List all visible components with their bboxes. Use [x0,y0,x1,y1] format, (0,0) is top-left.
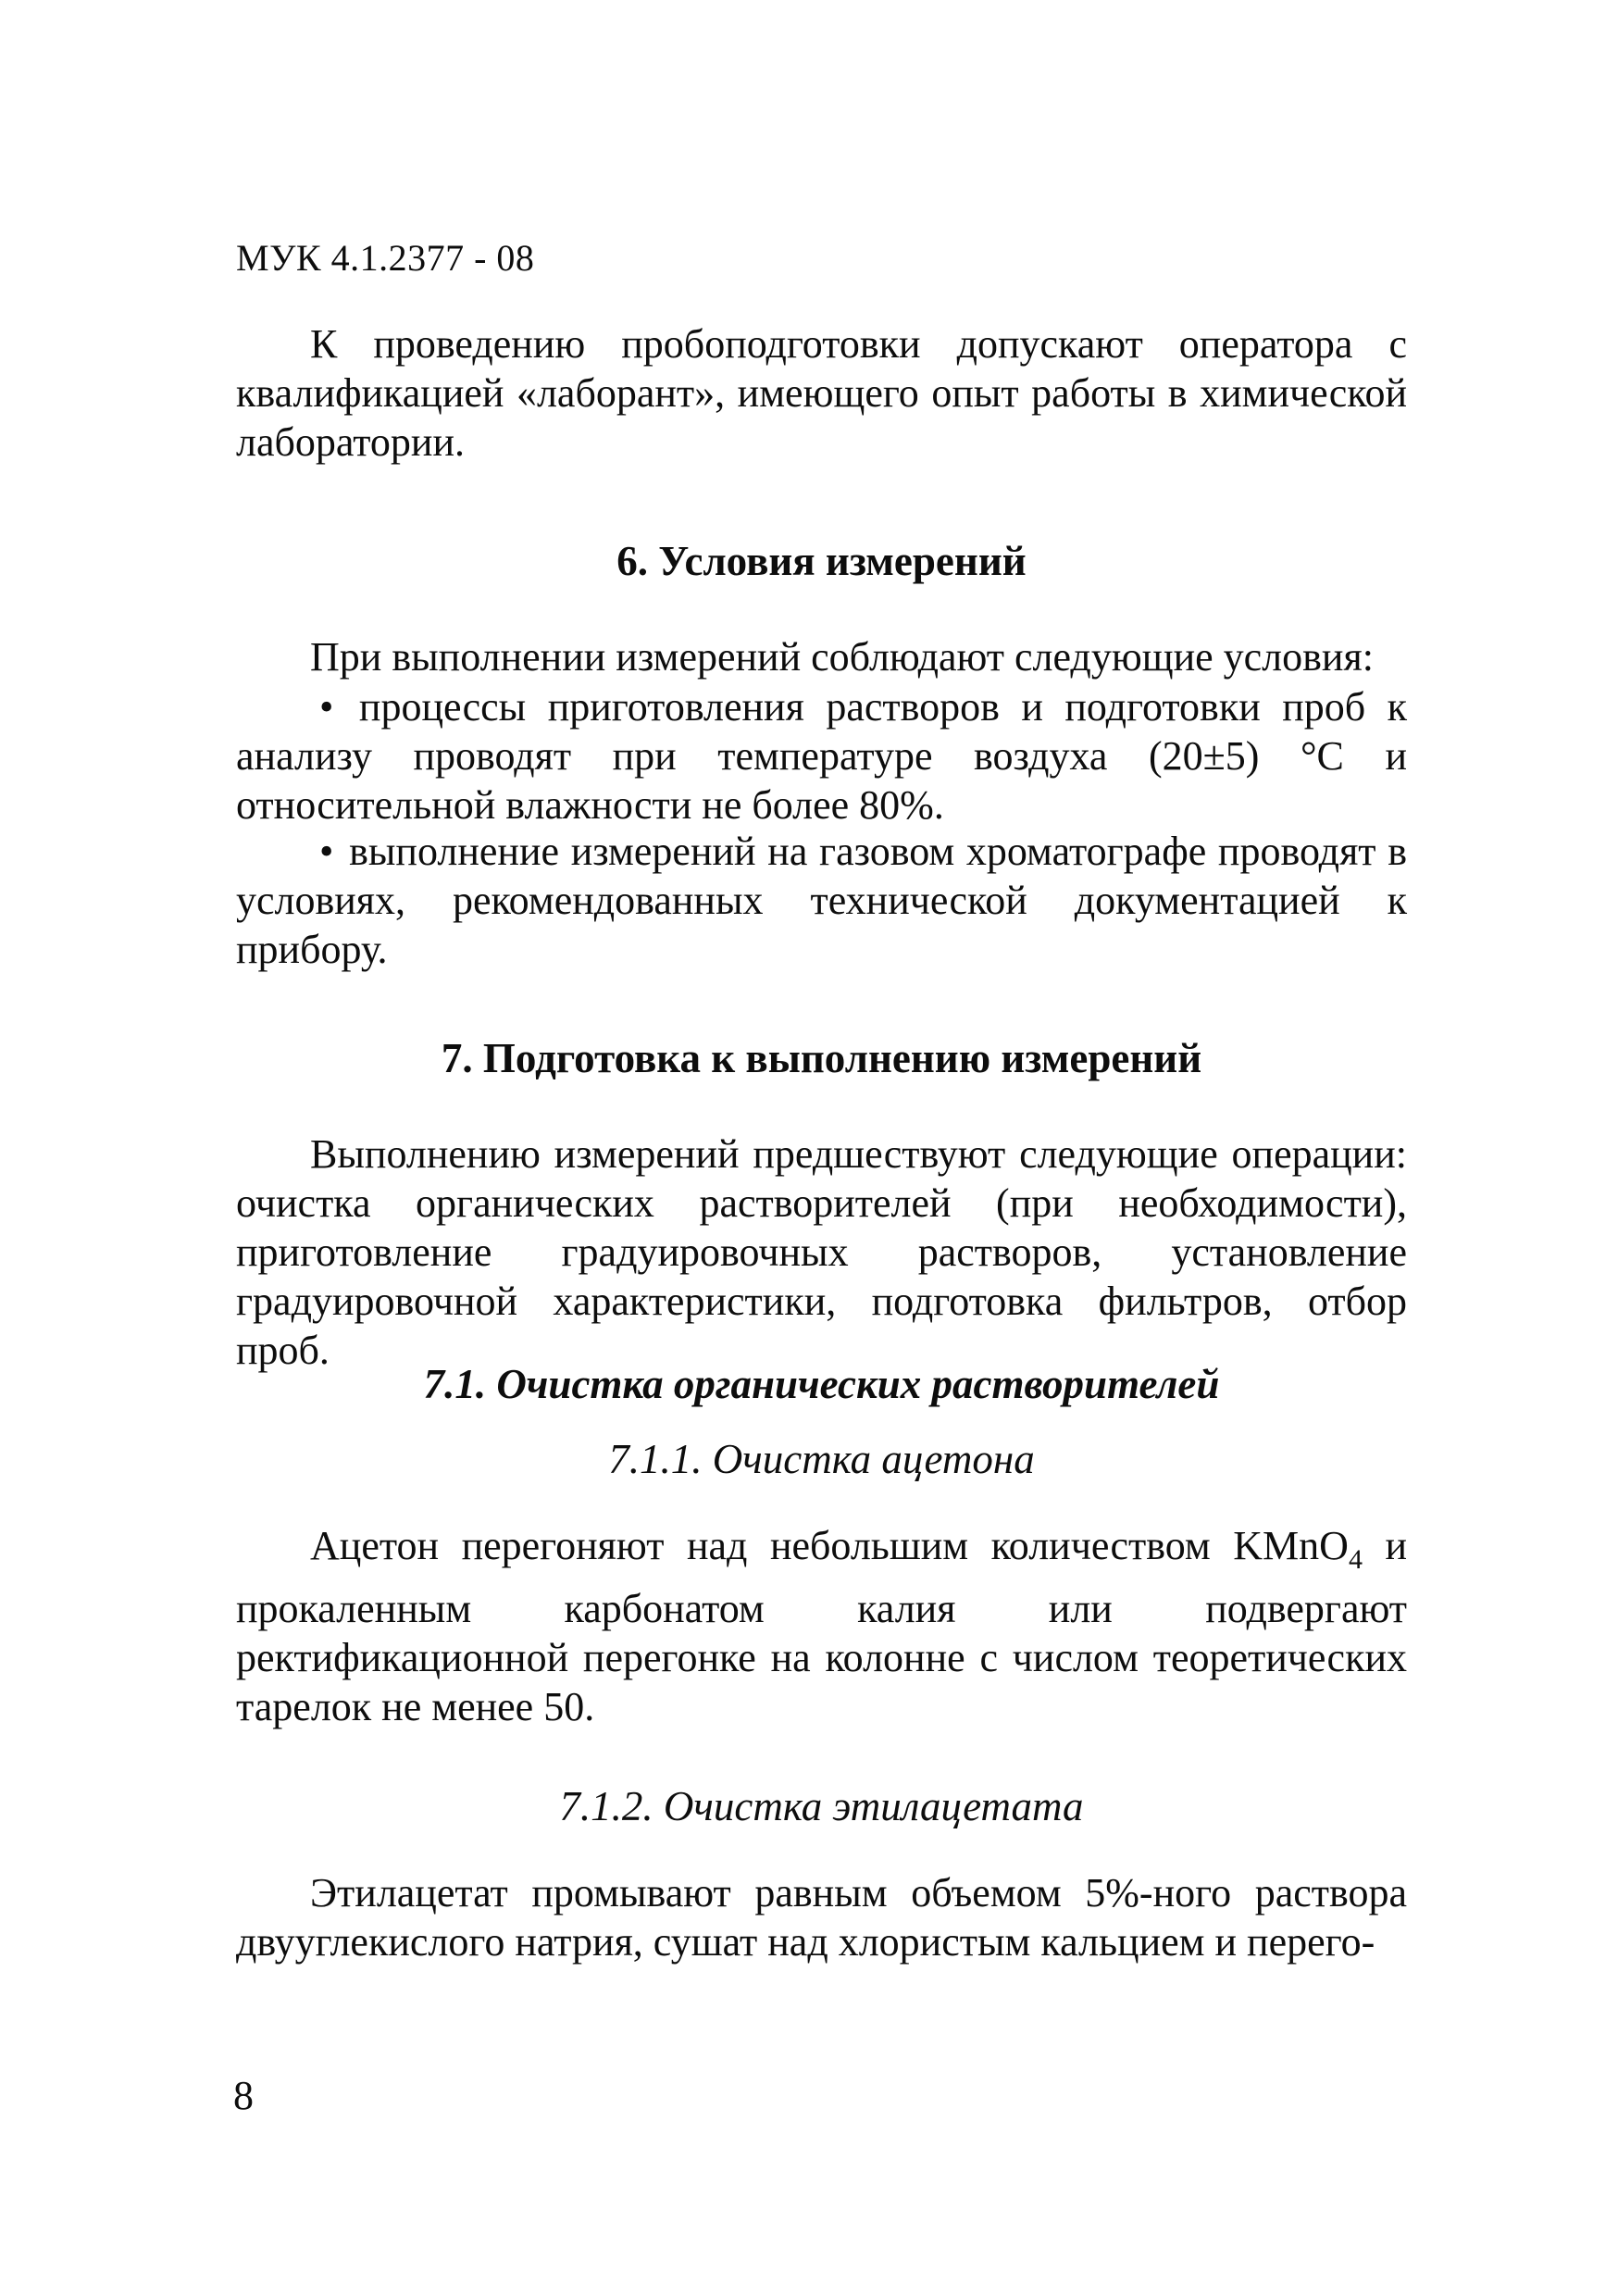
section-7-1-1-paragraph [236,1521,1407,1731]
bullet-text: процессы приготовления растворов и подготовки проб к анализу проводят при температуре воздуха (20±5) °С и относительной влажности не более 80%. [236,684,1408,828]
section-6-heading: 6. Условия измерений [616,538,1027,584]
section-6-bullet-2 [236,827,1407,974]
formula-subscript: 4 [1348,1543,1363,1575]
acetone-text-end: и прокаленным карбонатом калия или подвергают ректификационной перегонке на колонне с числом теоретических тарелок не менее 50. [236,1523,1408,1729]
bullet-text: выполнение измерений на газовом хроматографе проводят в условиях, рекомендованных технической документацией к прибору. [236,829,1407,972]
page-number: 8 [233,2073,254,2118]
section-7-lead: Выполнению измерений предшествуют следующие операции: очистка органических растворителей (при необходимости), приготовление градуировочных растворов, установление градуировочной характеристики, подготовка фильтров, отбор проб. [236,1131,1407,1373]
document-code: МУК 4.1.2377 - 08 [236,237,535,279]
section-6-lead: При выполнении измерений соблюдают следующие условия: [310,634,1374,680]
section-7-1-heading: 7.1. Очистка органических растворителей [423,1361,1220,1407]
intro-paragraph: К проведению пробоподготовки допускают оператора с квалификацией «лаборант», имеющего опыт работы в химической лаборатории. [236,321,1407,465]
bullet-glyph: • [319,684,334,730]
section-6-bullet-1 [236,682,1407,830]
section-7-heading: 7. Подготовка к выполнению измерений [441,1035,1202,1081]
section-7-1-2-heading: 7.1.2. Очистка этилацетата [559,1783,1084,1829]
section-7-1-2-paragraph: Этилацетат промывают равным объемом 5%-ного раствора двууглекислого натрия, сушат над хлористым кальцием и перего- [236,1870,1407,1965]
bullet-glyph: • [319,829,334,874]
acetone-text-start: Ацетон перегоняют над небольшим количеством KMnO [310,1523,1349,1568]
section-7-1-1-heading: 7.1.1. Очистка ацетона [608,1436,1035,1482]
